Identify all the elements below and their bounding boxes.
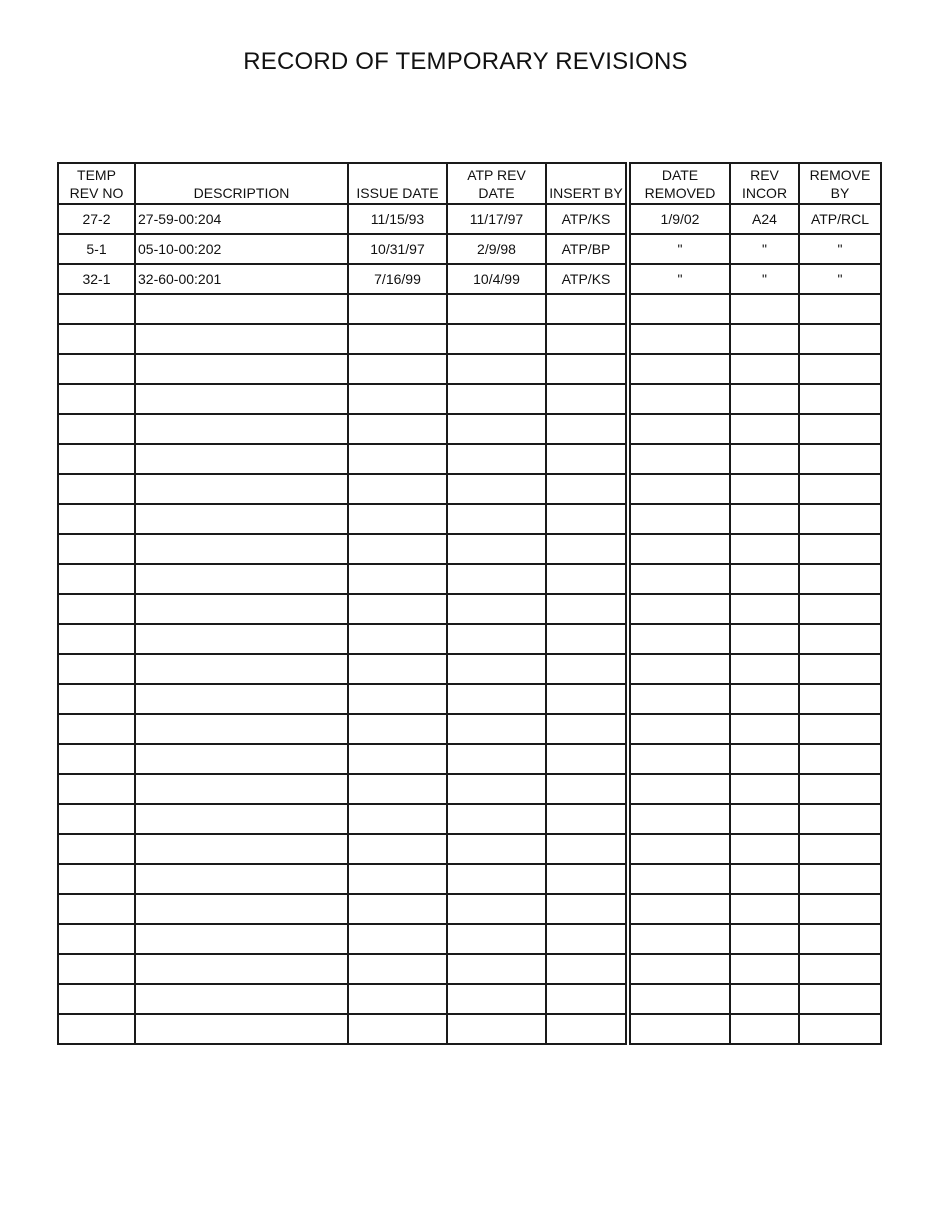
cell-temp-rev-no (58, 324, 135, 354)
cell-description (135, 924, 348, 954)
cell-remove-by (799, 384, 881, 414)
cell-issue-date (348, 654, 447, 684)
cell-issue-date (348, 954, 447, 984)
cell-remove-by (799, 504, 881, 534)
cell-rev-incor (730, 774, 799, 804)
table-row (58, 264, 881, 294)
cell-description (135, 1014, 348, 1044)
cell-issue-date (348, 564, 447, 594)
cell-issue-date (348, 534, 447, 564)
cell-issue-date (348, 804, 447, 834)
cell-temp-rev-no (58, 504, 135, 534)
col-header-date-removed: DATE REMOVED (628, 163, 730, 204)
cell-date-removed (628, 294, 730, 324)
cell-temp-rev-no (58, 444, 135, 474)
cell-remove-by (799, 834, 881, 864)
cell-atp-rev-date (447, 504, 546, 534)
blank-table-row (58, 474, 881, 504)
blank-table-row (58, 294, 881, 324)
cell-description (135, 534, 348, 564)
cell-issue-date (348, 864, 447, 894)
cell-description (135, 474, 348, 504)
cell-date-removed (628, 324, 730, 354)
cell-insert-by (546, 384, 628, 414)
cell-temp-rev-no (58, 834, 135, 864)
cell-description (135, 834, 348, 864)
cell-date-removed (628, 384, 730, 414)
cell-issue-date (348, 834, 447, 864)
cell-remove-by (799, 324, 881, 354)
cell-temp-rev-no (58, 564, 135, 594)
cell-issue-date (348, 354, 447, 384)
cell-atp-rev-date (447, 984, 546, 1014)
cell-issue-date (348, 504, 447, 534)
blank-table-row (58, 804, 881, 834)
cell-description (135, 984, 348, 1014)
revision-record-table (57, 162, 882, 1045)
blank-table-row (58, 624, 881, 654)
cell-issue-date (348, 714, 447, 744)
cell-description (135, 864, 348, 894)
cell-rev-incor (730, 654, 799, 684)
blank-table-row (58, 654, 881, 684)
cell-issue-date (348, 684, 447, 714)
cell-date-removed (628, 504, 730, 534)
cell-temp-rev-no (58, 894, 135, 924)
cell-description (135, 294, 348, 324)
cell-insert-by (546, 354, 628, 384)
cell-temp-rev-no (58, 474, 135, 504)
cell-issue-date: 7/16/99 (348, 264, 447, 294)
cell-description (135, 774, 348, 804)
blank-table-row (58, 954, 881, 984)
cell-rev-incor (730, 474, 799, 504)
cell-insert-by (546, 294, 628, 324)
cell-description (135, 654, 348, 684)
cell-description (135, 414, 348, 444)
cell-insert-by: ATP/BP (546, 234, 628, 264)
cell-issue-date (348, 984, 447, 1014)
cell-remove-by (799, 354, 881, 384)
cell-remove-by (799, 954, 881, 984)
col-header-remove-by: REMOVE BY (799, 163, 881, 204)
cell-atp-rev-date: 2/9/98 (447, 234, 546, 264)
cell-date-removed (628, 564, 730, 594)
cell-atp-rev-date (447, 414, 546, 444)
cell-issue-date (348, 594, 447, 624)
cell-remove-by (799, 444, 881, 474)
cell-remove-by (799, 924, 881, 954)
cell-insert-by (546, 1014, 628, 1044)
cell-insert-by (546, 954, 628, 984)
cell-rev-incor: A24 (730, 204, 799, 234)
cell-remove-by (799, 774, 881, 804)
cell-insert-by (546, 864, 628, 894)
cell-issue-date (348, 624, 447, 654)
cell-issue-date (348, 1014, 447, 1044)
cell-rev-incor (730, 324, 799, 354)
cell-remove-by (799, 864, 881, 894)
cell-atp-rev-date (447, 384, 546, 414)
cell-insert-by (546, 324, 628, 354)
cell-description (135, 564, 348, 594)
cell-insert-by (546, 564, 628, 594)
cell-remove-by (799, 684, 881, 714)
cell-atp-rev-date (447, 774, 546, 804)
cell-issue-date: 11/15/93 (348, 204, 447, 234)
cell-atp-rev-date (447, 894, 546, 924)
cell-date-removed (628, 444, 730, 474)
cell-remove-by (799, 594, 881, 624)
cell-insert-by (546, 924, 628, 954)
blank-table-row (58, 684, 881, 714)
cell-description (135, 714, 348, 744)
cell-temp-rev-no (58, 954, 135, 984)
cell-rev-incor (730, 954, 799, 984)
cell-issue-date (348, 414, 447, 444)
cell-insert-by (546, 444, 628, 474)
blank-table-row (58, 774, 881, 804)
col-header-temp-rev-no: TEMP REV NO (58, 163, 135, 204)
cell-insert-by (546, 834, 628, 864)
blank-table-row (58, 504, 881, 534)
cell-insert-by (546, 594, 628, 624)
cell-rev-incor (730, 714, 799, 744)
cell-description (135, 324, 348, 354)
cell-temp-rev-no (58, 864, 135, 894)
cell-remove-by (799, 744, 881, 774)
cell-rev-incor (730, 594, 799, 624)
cell-date-removed (628, 954, 730, 984)
cell-rev-incor (730, 864, 799, 894)
cell-temp-rev-no (58, 384, 135, 414)
cell-temp-rev-no (58, 924, 135, 954)
cell-rev-incor (730, 624, 799, 654)
cell-rev-incor (730, 414, 799, 444)
cell-rev-incor (730, 894, 799, 924)
cell-temp-rev-no (58, 684, 135, 714)
blank-table-row (58, 324, 881, 354)
cell-description (135, 804, 348, 834)
cell-rev-incor (730, 744, 799, 774)
cell-issue-date (348, 444, 447, 474)
cell-atp-rev-date (447, 294, 546, 324)
blank-table-row (58, 1014, 881, 1044)
cell-temp-rev-no (58, 624, 135, 654)
cell-temp-rev-no (58, 774, 135, 804)
blank-table-row (58, 924, 881, 954)
cell-remove-by (799, 804, 881, 834)
table-body (58, 204, 881, 1044)
blank-table-row (58, 594, 881, 624)
cell-rev-incor (730, 444, 799, 474)
blank-table-row (58, 354, 881, 384)
cell-date-removed (628, 804, 730, 834)
cell-remove-by (799, 1014, 881, 1044)
cell-remove-by (799, 654, 881, 684)
cell-insert-by (546, 774, 628, 804)
blank-table-row (58, 534, 881, 564)
cell-insert-by (546, 714, 628, 744)
blank-table-row (58, 744, 881, 774)
cell-rev-incor (730, 354, 799, 384)
cell-description (135, 354, 348, 384)
cell-date-removed: " (628, 264, 730, 294)
cell-issue-date (348, 924, 447, 954)
cell-atp-rev-date (447, 624, 546, 654)
cell-rev-incor (730, 564, 799, 594)
cell-atp-rev-date: 11/17/97 (447, 204, 546, 234)
cell-insert-by (546, 894, 628, 924)
cell-atp-rev-date (447, 564, 546, 594)
cell-date-removed (628, 414, 730, 444)
cell-atp-rev-date (447, 324, 546, 354)
page-title: RECORD OF TEMPORARY REVISIONS (243, 48, 688, 75)
cell-description (135, 594, 348, 624)
cell-rev-incor (730, 294, 799, 324)
cell-temp-rev-no (58, 354, 135, 384)
cell-remove-by (799, 414, 881, 444)
cell-atp-rev-date (447, 684, 546, 714)
cell-temp-rev-no: 32-1 (58, 264, 135, 294)
cell-remove-by (799, 564, 881, 594)
cell-remove-by (799, 534, 881, 564)
cell-atp-rev-date (447, 924, 546, 954)
cell-date-removed (628, 744, 730, 774)
cell-issue-date (348, 474, 447, 504)
cell-insert-by: ATP/KS (546, 264, 628, 294)
cell-atp-rev-date (447, 474, 546, 504)
cell-insert-by (546, 474, 628, 504)
cell-date-removed (628, 534, 730, 564)
cell-temp-rev-no (58, 744, 135, 774)
cell-atp-rev-date (447, 804, 546, 834)
cell-rev-incor (730, 834, 799, 864)
cell-date-removed: " (628, 234, 730, 264)
cell-temp-rev-no (58, 534, 135, 564)
cell-remove-by (799, 984, 881, 1014)
cell-date-removed (628, 654, 730, 684)
cell-description (135, 624, 348, 654)
cell-temp-rev-no (58, 1014, 135, 1044)
cell-rev-incor (730, 804, 799, 834)
cell-issue-date: 10/31/97 (348, 234, 447, 264)
cell-insert-by (546, 804, 628, 834)
cell-insert-by (546, 744, 628, 774)
cell-temp-rev-no (58, 714, 135, 744)
cell-rev-incor (730, 1014, 799, 1044)
cell-temp-rev-no (58, 984, 135, 1014)
cell-atp-rev-date (447, 1014, 546, 1044)
cell-remove-by (799, 624, 881, 654)
cell-insert-by (546, 984, 628, 1014)
cell-description (135, 954, 348, 984)
cell-issue-date (348, 324, 447, 354)
cell-date-removed (628, 624, 730, 654)
cell-atp-rev-date (447, 954, 546, 984)
cell-atp-rev-date (447, 834, 546, 864)
cell-atp-rev-date (447, 714, 546, 744)
cell-date-removed (628, 984, 730, 1014)
cell-rev-incor (730, 384, 799, 414)
blank-table-row (58, 984, 881, 1014)
cell-atp-rev-date: 10/4/99 (447, 264, 546, 294)
cell-temp-rev-no (58, 294, 135, 324)
cell-date-removed (628, 894, 730, 924)
cell-date-removed (628, 594, 730, 624)
col-header-atp-rev-date: ATP REV DATE (447, 163, 546, 204)
cell-remove-by (799, 894, 881, 924)
cell-atp-rev-date (447, 534, 546, 564)
cell-description (135, 504, 348, 534)
cell-date-removed: 1/9/02 (628, 204, 730, 234)
cell-issue-date (348, 294, 447, 324)
cell-temp-rev-no (58, 414, 135, 444)
blank-table-row (58, 864, 881, 894)
col-header-rev-incor: REV INCOR (730, 163, 799, 204)
cell-rev-incor (730, 504, 799, 534)
col-header-insert-by: INSERT BY (546, 163, 628, 204)
cell-atp-rev-date (447, 744, 546, 774)
col-header-issue-date: ISSUE DATE (348, 163, 447, 204)
blank-table-row (58, 714, 881, 744)
blank-table-row (58, 834, 881, 864)
cell-temp-rev-no (58, 804, 135, 834)
cell-insert-by (546, 414, 628, 444)
cell-insert-by (546, 654, 628, 684)
cell-temp-rev-no (58, 594, 135, 624)
cell-description (135, 684, 348, 714)
table-row (58, 204, 881, 234)
cell-insert-by: ATP/KS (546, 204, 628, 234)
cell-date-removed (628, 714, 730, 744)
cell-date-removed (628, 354, 730, 384)
cell-remove-by: " (799, 264, 881, 294)
cell-description (135, 444, 348, 474)
cell-date-removed (628, 1014, 730, 1044)
cell-insert-by (546, 534, 628, 564)
cell-rev-incor (730, 984, 799, 1014)
blank-table-row (58, 384, 881, 414)
cell-atp-rev-date (447, 444, 546, 474)
col-header-description: DESCRIPTION (135, 163, 348, 204)
cell-rev-incor (730, 924, 799, 954)
cell-temp-rev-no: 27-2 (58, 204, 135, 234)
cell-rev-incor: " (730, 264, 799, 294)
cell-insert-by (546, 504, 628, 534)
cell-issue-date (348, 774, 447, 804)
cell-temp-rev-no (58, 654, 135, 684)
cell-atp-rev-date (447, 654, 546, 684)
cell-insert-by (546, 684, 628, 714)
header-row (58, 163, 881, 204)
blank-table-row (58, 564, 881, 594)
cell-atp-rev-date (447, 354, 546, 384)
cell-date-removed (628, 474, 730, 504)
cell-date-removed (628, 834, 730, 864)
cell-date-removed (628, 864, 730, 894)
cell-temp-rev-no: 5-1 (58, 234, 135, 264)
cell-description (135, 744, 348, 774)
cell-description: 27-59-00:204 (135, 204, 348, 234)
blank-table-row (58, 444, 881, 474)
cell-insert-by (546, 624, 628, 654)
cell-description (135, 384, 348, 414)
cell-description: 32-60-00:201 (135, 264, 348, 294)
blank-table-row (58, 894, 881, 924)
cell-remove-by (799, 474, 881, 504)
cell-rev-incor (730, 534, 799, 564)
cell-description: 05-10-00:202 (135, 234, 348, 264)
cell-atp-rev-date (447, 594, 546, 624)
blank-table-row (58, 414, 881, 444)
cell-remove-by (799, 294, 881, 324)
cell-remove-by: " (799, 234, 881, 264)
cell-description (135, 894, 348, 924)
cell-date-removed (628, 774, 730, 804)
cell-rev-incor (730, 684, 799, 714)
cell-atp-rev-date (447, 864, 546, 894)
cell-issue-date (348, 894, 447, 924)
cell-rev-incor: " (730, 234, 799, 264)
cell-date-removed (628, 924, 730, 954)
cell-remove-by: ATP/RCL (799, 204, 881, 234)
cell-date-removed (628, 684, 730, 714)
cell-issue-date (348, 384, 447, 414)
cell-issue-date (348, 744, 447, 774)
cell-remove-by (799, 714, 881, 744)
table-row (58, 234, 881, 264)
